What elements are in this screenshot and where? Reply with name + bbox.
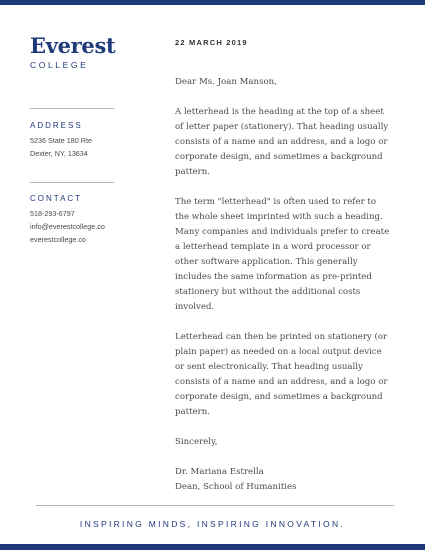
brand-name: Everest: [30, 33, 116, 58]
footer-tagline: INSPIRING MINDS, INSPIRING INNOVATION.: [79, 519, 346, 529]
signature-block: [175, 465, 390, 495]
signer-title: Dean, School of Humanities: [175, 482, 297, 492]
contact-website: everestcollege.co: [30, 235, 86, 244]
paragraph-3: Letterhead can then be printed on stationery (or plain paper) as needed on a local output device or sent electronically. That heading usually consists of a name and an address, and a logo or corporate design, and sometimes a background pattern.: [175, 332, 388, 417]
contact-phone: 518-293-6797: [30, 209, 75, 218]
top-accent-bar: [0, 0, 425, 5]
paragraph-1: A letterhead is the heading at the top of a sheet of letter paper (stationery). That heading usually consists of a name and an address, and a logo or corporate design, and sometimes a background pattern.: [175, 107, 389, 177]
footer-divider: [36, 505, 394, 506]
bottom-accent-bar: [0, 544, 425, 550]
salutation: Dear Ms. Joan Manson,: [175, 77, 277, 87]
contact-heading: CONTACT: [30, 194, 83, 203]
signer-name: Dr. Mariana Estrella: [175, 467, 264, 477]
closing: Sincerely,: [175, 437, 218, 447]
address-line-1: 5236 State 180 Rte: [30, 136, 92, 145]
address-line-2: Dexter, NY, 13634: [30, 149, 88, 158]
paragraph-2: The term "letterhead" is often used to refer to the whole sheet imprinted with such a heading. Many companies and individuals prefer to create a letterhead template in a word processor or other software application. This generally includes the same information as pre-printed stationery but without the additional costs involved.: [175, 197, 390, 312]
letter-date: 22 MARCH 2019: [175, 38, 248, 47]
brand-block: [30, 34, 115, 70]
sidebar-divider-top: [30, 108, 114, 109]
address-heading: ADDRESS: [30, 121, 83, 130]
sidebar-divider-middle: [30, 182, 114, 183]
brand-subtitle: COLLEGE: [30, 60, 89, 70]
contact-email: info@everestcollege.co: [30, 222, 105, 231]
letter-body: [175, 38, 390, 495]
